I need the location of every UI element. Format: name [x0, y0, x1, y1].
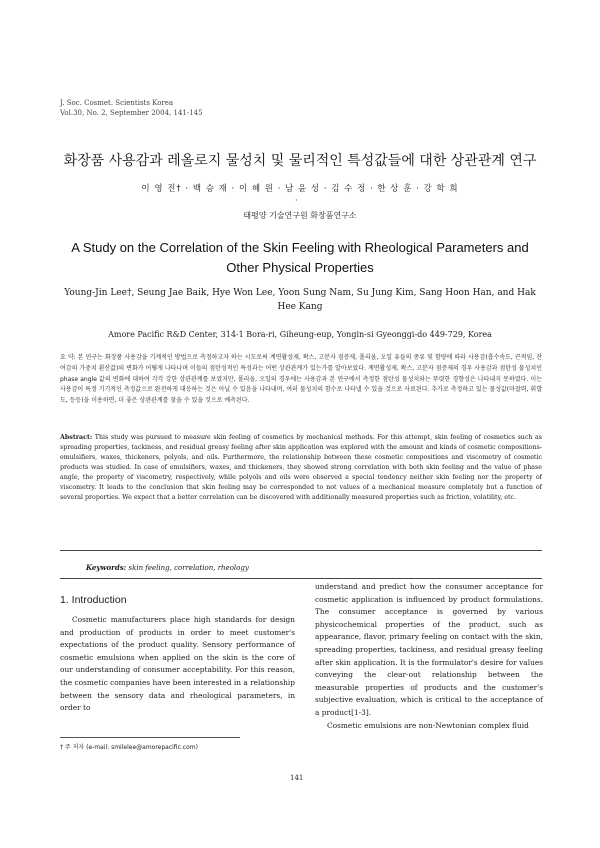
english-abstract: [60, 433, 542, 503]
intro-paragraph-right-1: understand and predict how the consumer acceptance for cosmetic application is influenced by product formulations. The consumer acceptance is governed by various physicochemical properties of the product, such as appearance, flavor, primary feeling on contact with the skin, spreading properties, tackiness, and residual greasy feeling after skin application. It is the formulator's desire for values conveying the clear-out relationship between the measurable properties of products and the customer's subjective evaluation, which is critical to the acceptance of a product[1-3].: [315, 582, 543, 717]
korean-authors: 이 영 진† · 백 승 재 · 이 혜 원 · 남 윤 성 · 김 수 정 · 한 상 훈 · 강 학 희: [141, 184, 459, 194]
intro-paragraph-left: Cosmetic manufacturers place high standards for design and production of products in order to meet customer's expectations of the product quality. Sensory performance of cosmetic emulsions when applied on the skin is the core of our understanding of consumer acceptability. For this reason, the cosmetic companies have been interested in a relationship between the sensory data and rheological parameters, in order to: [60, 615, 295, 713]
divider-top: [60, 550, 542, 551]
english-title: A Study on the Correlation of the Skin Feeling with Rheological Parameters and Other Physical Properties: [71, 240, 529, 275]
keywords-text: skin feeling, correlation, rheology: [128, 564, 249, 572]
page-number: 141: [290, 774, 304, 782]
keywords: [86, 563, 249, 572]
journal-name: J. Soc. Cosmet. Scientists Korea: [60, 99, 174, 107]
korean-affiliation: 태평양 기술연구원 화장품연구소: [243, 211, 357, 220]
journal-citation: [60, 98, 203, 118]
footnote-rule: [60, 737, 240, 738]
keywords-label: Keywords:: [86, 563, 127, 572]
author-mark: ·: [295, 196, 298, 205]
footnote: † 주 저자 (e-mail: smilelee@amorepacific.com): [60, 744, 198, 751]
journal-volume: Vol.30, No. 2, September 2004, 141-145: [60, 109, 203, 117]
right-column: [315, 581, 543, 732]
intro-paragraph-right-2: Cosmetic emulsions are non-Newtonian complex fluid: [327, 720, 529, 730]
english-affiliation: Amore Pacific R&D Center, 314-1 Bora-ri, Giheung-eup, Yongin-si Gyeonggi-do 449-729, Korea: [108, 330, 492, 339]
english-authors: Young-Jin Lee†, Seung Jae Baik, Hye Won Lee, Yoon Sung Nam, Su Jung Kim, Sang Hoon Han, and Hak Hee Kang: [64, 288, 536, 312]
korean-title: 화장품 사용감과 레올로지 물성치 및 물리적인 특성값들에 대한 상관관계 연구: [63, 153, 537, 169]
divider-bottom: [60, 578, 542, 579]
abstract-text: This study was pursued to measure skin feeling of cosmetics by mechanical methods. For this attempt, skin feeling of cosmetics such as spreading properties, tackiness, and residual greasy feeling after skin application was explored with the amount and kinds of cosmetic compositions-emulsifiers, waxes, thickeners, polyols, and oils. Furthermore, the relationship between these cosmetic compositions and viscometry of cosmetic products was studied. In case of emulsifiers, waxes, and thickeners, they showed strong correlation with both skin feeling and the value of phase angle, the property of viscometry, respectively, while polyols and oils were observed a special tendency neither skin feeling nor the property of viscometry. It leads to the conclusion that skin feeling may be corresponded to not values of a mechanical measure completely but a function of several properties. We expect that a better correlation can be discovered with additionally measured properties such as friction, volatility, etc.: [60, 434, 542, 501]
section-heading: 1. Introduction: [60, 594, 127, 606]
abstract-label: Abstract:: [60, 434, 93, 441]
korean-abstract: 요 약: 본 연구는 화장품 사용감을 기계적인 방법으로 측정하고자 하는 시도로써 계면활성제, 왁스, 고분자 점증제, 폴리올, 오일 유들의 종류 및 함량에 따라 사용감(흡수속도, 끈적임, 잔여감의 가중치 환산값)의 변화가 어떻게 나타나며 이들의 점탄성적인 특성과는 어떤 상관관계가 있는가를 알아보았다. 계면활성제, 왁스, 고분자 점증제의 경우 사용감과 점탄성 물성치인 phase angle 값의 변화에 대하여 각각 강한 상관관계를 보였지만, 폴리올, 오일의 경우에는 사용감과 본 연구에서 측정한 점탄성 물성치와는 뚜렷한 경향성은 나타내지 못하였다. 이는 사용감이 특정 기기적인 측정값으로 완전하게 대응하는 것은 아닐 수 있음을 나타내며, 여러 물성치의 함수로 나타낼 수 있을 것으로 사료된다. 추가로 측정하고 있는 물성값(마찰력, 휘발도, 등등)을 이용하면, 더 좋은 상관관계를 찾을 수 있을 것으로 예측된다.: [60, 354, 542, 405]
left-column: [60, 614, 295, 715]
